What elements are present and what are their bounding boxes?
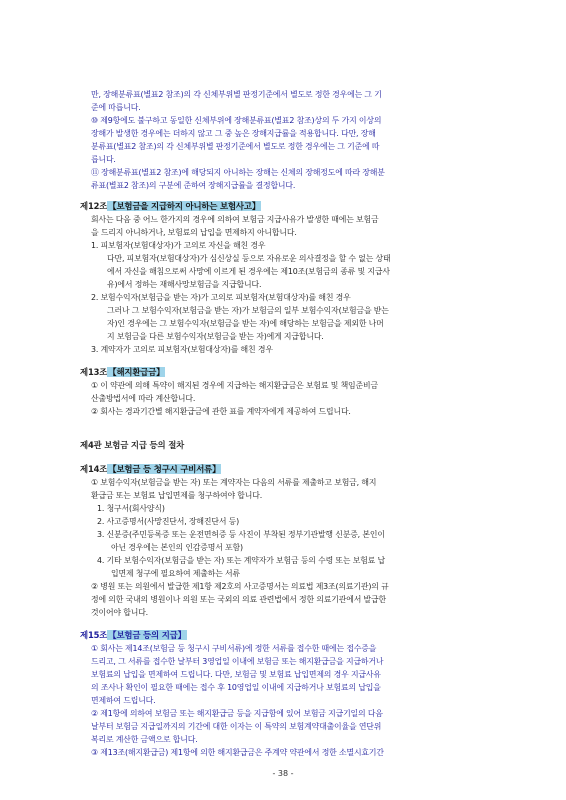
article-heading — [80, 630, 187, 640]
text-line: 1. 청구서(회사양식) — [97, 504, 165, 513]
article-title: 【해지환급금】 — [108, 367, 165, 377]
text-line: 다만, 피보험자(보험대상자)가 심신상실 등으로 자유로운 의사결정을 할 수 없는 상태 — [107, 254, 391, 263]
text-line: ⑩ 제9항에도 불구하고 동일한 신체부위에 장해분류표(별표2 참조)상의 두 가지 이상의 — [91, 116, 382, 125]
text-line: 의 조사나 확인이 필요한 때에는 접수 후 10영업일 이내에 지급하거나 보험료의 납입을 — [91, 683, 381, 692]
text-line: 드리고, 그 서류를 접수한 날부터 3영업일 이내에 보험금 또는 해지환급금을 지급하거나 — [91, 657, 384, 666]
text-line: 자)인 경우에는 그 보험수익자(보험금을 받는 자)에 해당하는 보험금을 제외한 나머 — [107, 319, 384, 328]
text-line: 4. 기타 보험수익자(보험금을 받는 자) 또는 계약자가 보험금 등의 수령 또는 보험료 납 — [97, 556, 385, 565]
text-line: 지 보험금을 다른 보험수익자(보험금을 받는 자)에게 지급합니다. — [107, 332, 324, 341]
text-line: 릅니다. — [91, 155, 116, 164]
article-title: 【보험금을 지급하지 아니하는 보험사고】 — [108, 201, 261, 211]
text-line: ③ 제13조(해지환급금) 제1항에 의한 해지환급금은 주계약 약관에서 정한 소멸시효기간 — [91, 748, 384, 757]
text-line: 2. 보험수익자(보험금을 받는 자)가 고의로 피보험자(보험대상자)를 해친 경우 — [91, 293, 351, 302]
article-heading — [80, 201, 261, 211]
text-line: ① 이 약관에 의해 특약이 해지된 경우에 지급하는 해지환급금은 보험료 및 책임준비금 — [91, 381, 378, 390]
article-title: 【보험금 등 청구시 구비서류】 — [108, 464, 221, 474]
text-line: 복리로 계산한 금액으로 합니다. — [91, 735, 198, 744]
text-line: 유)에서 정하는 재해사망보험금을 지급합니다. — [107, 280, 262, 289]
text-line: ② 회사는 경과기간별 해지환급금에 관한 표를 계약자에게 제공하여 드립니다. — [91, 407, 351, 416]
article-number: 제14조 — [80, 464, 108, 474]
article-title: 【보험금 등의 지급】 — [108, 630, 186, 640]
article-heading — [80, 464, 221, 474]
text-line: 2. 사고증명서(사망진단서, 장해진단서 등) — [97, 517, 240, 526]
text-line: 장해가 발생한 경우에는 더하지 않고 그 중 높은 장해지급률을 적용합니다. 다만, 장해 — [91, 129, 376, 138]
article-heading — [80, 367, 165, 377]
text-line: ① 회사는 제14조(보험금 등 청구시 구비서류)에 정한 서류를 접수한 때에는 접수증을 — [91, 644, 377, 653]
text-line: 류표(별표2 참조)의 구분에 준하여 장해지급률을 결정합니다. — [91, 181, 296, 190]
page-number: - 38 - — [272, 769, 294, 778]
text-line: 에서 자신을 해침으로써 사망에 이르게 된 경우에는 제10조(보험금의 종류 및 지급사 — [107, 267, 390, 276]
text-line: 그러나 그 보험수익자(보험금을 받는 자)가 보험금의 일부 보험수익자(보험금을 받는 — [107, 306, 389, 315]
text-line: 3. 계약자가 고의로 피보험자(보험대상자)를 해친 경우 — [91, 345, 273, 354]
text-line: 면제하여 드립니다. — [91, 696, 156, 705]
text-line: 아닌 경우에는 본인의 인감증명서 포함) — [111, 543, 243, 552]
text-line: 보험료의 납입을 면제하여 드립니다. 다만, 보험금 및 보험료 납입면제의 경우 지급사유 — [91, 670, 381, 679]
text-line: 회사는 다음 중 어느 한가지의 경우에 의하여 보험금 지급사유가 발생한 때에는 보험금 — [91, 215, 379, 224]
text-line: 분류표(별표2 참조)의 각 신체부위별 판정기준에서 별도로 정한 경우에는 그 기준에 따 — [91, 142, 380, 151]
text-line: ① 보험수익자(보험금을 받는 자) 또는 계약자는 다음의 서류를 제출하고 보험금, 해지 — [91, 478, 377, 487]
text-line: 환급금 또는 보험료 납입면제를 청구하여야 합니다. — [91, 491, 263, 500]
text-line: 준에 따릅니다. — [91, 103, 141, 112]
text-line: 을 드리지 아니하거나, 보험료의 납입을 면제하지 아니합니다. — [91, 228, 297, 237]
text-line: 것이어야 합니다. — [91, 608, 149, 617]
text-line: 3. 신분증(주민등록증 또는 운전면허증 등 사진이 부착된 정부기관발행 신분증, 본인이 — [97, 530, 385, 539]
article-number: 제15조 — [80, 630, 108, 640]
article-number: 제13조 — [80, 367, 108, 377]
text-line: 날부터 보험금 지급일까지의 기간에 대한 이자는 이 특약의 보험계약대출이율을 연단위 — [91, 722, 382, 731]
text-line: ② 제1항에 의하여 보험금 또는 해지환급금 등을 지급함에 있어 보험금 지급기일의 다음 — [91, 709, 383, 718]
text-line: ⑪ 장해분류표(별표2 참조)에 해당되지 아니하는 장해는 신체의 장해정도에 따라 장해분 — [91, 168, 385, 177]
text-line: 입면제 청구에 필요하여 제출하는 서류 — [111, 569, 240, 578]
article-number: 제12조 — [80, 201, 108, 211]
text-line: 만, 장해분류표(별표2 참조)의 각 신체부위별 판정기준에서 별도로 정한 경우에는 그 기 — [91, 90, 382, 99]
text-line: ② 병원 또는 의원에서 발급한 제1항 제2호의 사고증명서는 의료법 제3조(의료기관)의 규 — [91, 582, 389, 591]
text-line: 산출방법서에 따라 계산합니다. — [91, 394, 196, 403]
text-line: 1. 피보험자(보험대상자)가 고의로 자신을 해친 경우 — [91, 241, 266, 250]
text-line: 정에 의한 국내의 병원이나 의원 또는 국외의 의료 관련법에서 정한 의료기관에서 발급한 — [91, 595, 386, 604]
section-heading: 제4관 보험금 지급 등의 절차 — [80, 440, 185, 450]
